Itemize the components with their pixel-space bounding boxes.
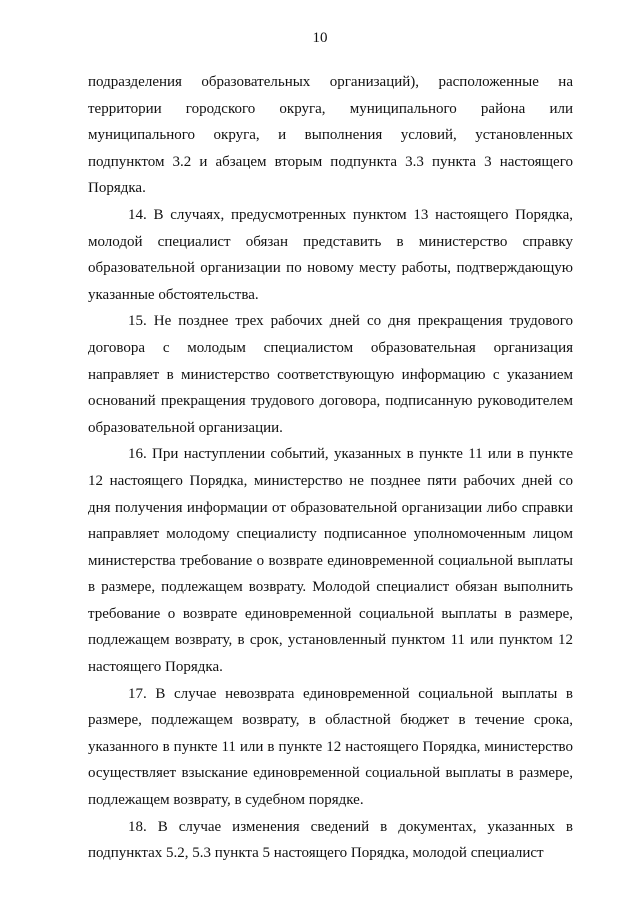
paragraph-14: 14. В случаях, предусмотренных пунктом 13 настоящего Порядка, молодой специалист обязан представить в министерство справку образовательной организации по новому месту работы, подтверждающую указанные обстоятельства. xyxy=(88,206,573,303)
paragraph-16: 16. При наступлении событий, указанных в пункте 11 или в пункте 12 настоящего Порядка, министерство не позднее пяти рабочих дней со дня получения информации от образовательной организации либо справки направляет молодому специалисту подписанное уполномоченным лицом министерства требование о возврате единовременной социальной выплаты в размере, подлежащем возврату. Молодой специалист обязан выполнить требование о возврате единовременной социальной выплаты в размере, подлежащем возврату, в срок, установленный пунктом 11 или пунктом 12 настоящего Порядка. xyxy=(88,446,573,676)
paragraph-continuation: подразделения образовательных организаций), расположенные на территории городского округа, муниципального района или муниципального округа, и выполнения условий, установленных подпунктом 3.2 и абзацем вторым подпункта 3.3 пункта 3 настоящего Порядка. xyxy=(88,74,573,197)
paragraph-17: 17. В случае невозврата единовременной социальной выплаты в размере, подлежащем возврату, в областной бюджет в течение срока, указанного в пункте 11 или в пункте 12 настоящего Порядка, министерство осуществляет взыскание единовременной социальной выплаты в размере, подлежащем возврату, в судебном порядке. xyxy=(88,685,573,809)
page-number: 10 xyxy=(312,30,328,46)
document-body xyxy=(88,69,573,867)
paragraph-15: 15. Не позднее трех рабочих дней со дня прекращения трудового договора с молодым специалистом образовательная организация направляет в министерство соответствующую информацию с указанием оснований прекращения трудового договора, подписанную руководителем образовательной организации. xyxy=(88,313,573,436)
paragraph-18: 18. В случае изменения сведений в документах, указанных в подпунктах 5.2, 5.3 пункта 5 настоящего Порядка, молодой специалист xyxy=(88,818,573,862)
